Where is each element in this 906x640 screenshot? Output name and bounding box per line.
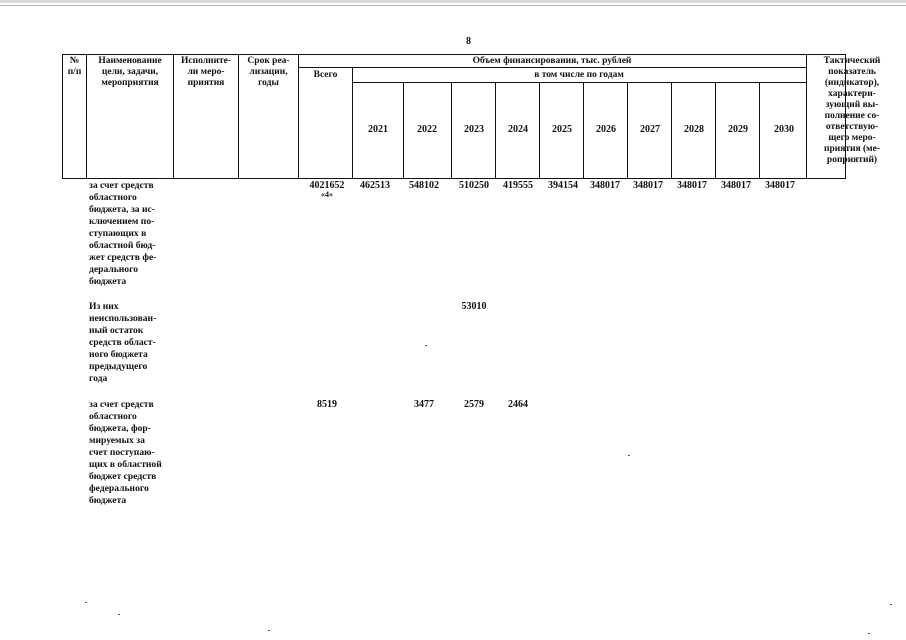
year-2023: 2023 (464, 124, 484, 135)
header-name: Наименование цели, задачи, мероприятия (98, 56, 162, 88)
row-1-2029: 348017 (721, 180, 751, 191)
scan-speck (118, 614, 120, 615)
header-by-years: в том числе по годам (534, 70, 624, 80)
header-total: Всего (313, 70, 338, 80)
header-term: Срок реа- лизации, годы (247, 56, 290, 88)
year-2029: 2029 (728, 124, 748, 135)
scan-speck (890, 604, 892, 605)
row-1-2028: 348017 (677, 180, 707, 191)
scan-speck (85, 602, 87, 603)
row-3-total: 8519 (317, 399, 337, 410)
row-1-2025: 394154 (548, 180, 578, 191)
scan-edge (0, 0, 906, 3)
year-2021: 2021 (368, 124, 388, 135)
row-1-2026: 348017 (590, 180, 620, 191)
header-indicator: Тактический показатель (индикатор), характери- зующий вы- полнение со- ответствую- щего меро- приятия (ме- роприятий) (823, 56, 881, 165)
row-1-total: 4021652 (309, 180, 345, 191)
row-1-2030: 348017 (765, 180, 795, 191)
row-3-2022: 3477 (414, 399, 434, 410)
year-2030: 2030 (774, 124, 794, 135)
year-2025: 2025 (552, 124, 572, 135)
scan-speck (628, 455, 630, 456)
scan-edge-line (0, 5, 906, 6)
year-2022: 2022 (417, 124, 437, 135)
row-2-2023: 53010 (461, 301, 487, 312)
year-2028: 2028 (684, 124, 704, 135)
row-3-2023: 2579 (464, 399, 484, 410)
row-2-name: Из них неиспользован- ный остаток средств област- ного бюджета предыдущего года (89, 301, 157, 384)
row-1-2024: 419555 (503, 180, 533, 191)
page-number: 8 (466, 36, 471, 47)
row-3-name: за счет средств областного бюджета, фор- мируемых за счет поступаю- щих в областной бюджет средств федерального бюджета (89, 399, 162, 506)
scan-speck (268, 630, 270, 631)
row-1-total-note: «4» (321, 190, 333, 199)
row-1-2022: 548102 (409, 180, 439, 191)
year-2026: 2026 (596, 124, 616, 135)
scan-speck (425, 345, 427, 346)
row-3-2024: 2464 (508, 399, 528, 410)
row-1-2027: 348017 (633, 180, 663, 191)
header-financing: Объем финансирования, тыс. рублей (472, 56, 632, 66)
scan-speck (868, 633, 870, 634)
year-2024: 2024 (508, 124, 528, 135)
row-1-name: за счет средств областного бюджета, за ис- ключением по- ступающих в областной бюд- жет средств фе- дерального бюджета (89, 180, 157, 287)
header-no: № п/п (67, 56, 82, 77)
year-2027: 2027 (640, 124, 660, 135)
header-executor: Исполните- ли меро- приятия (180, 56, 232, 88)
row-1-2021: 462513 (360, 180, 390, 191)
row-1-2023: 510250 (459, 180, 489, 191)
